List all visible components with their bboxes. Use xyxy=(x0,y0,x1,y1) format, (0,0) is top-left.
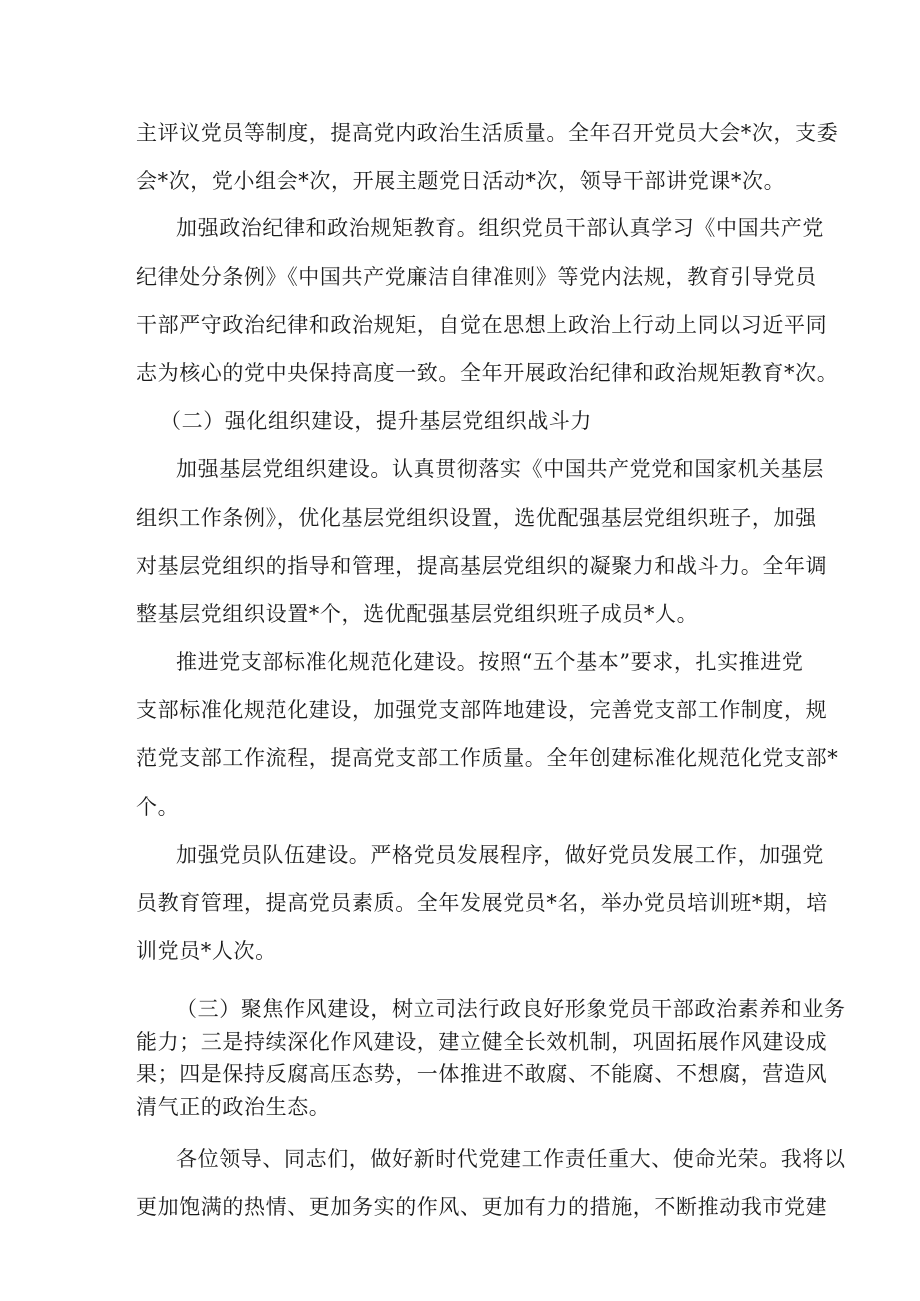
paragraph-line: 推进党支部标准化规范化建设。按照“五个基本”要求，扎实推进党 xyxy=(176,650,804,674)
paragraph-line: 果；四是保持反腐高压态势，一体推进不敢腐、不能腐、不想腐，营造风 xyxy=(136,1062,828,1086)
paragraph-line: 员教育管理，提高党员素质。全年发展党员*名，举办党员培训班*期，培 xyxy=(136,891,828,915)
paragraph-line: 加强政治纪律和政治规矩教育。组织党员干部认真学习《中国共产党 xyxy=(176,216,824,240)
section-heading: （二）强化组织建设，提升基层党组织战斗力 xyxy=(160,409,592,433)
paragraph-line: 更加饱满的热情、更加务实的作风、更加有力的措施，不断推动我市党建 xyxy=(136,1195,828,1219)
paragraph-line: 组织工作条例》，优化基层党组织设置，选优配强基层党组织班子，加强 xyxy=(136,506,817,530)
paragraph-line: 训党员*人次。 xyxy=(136,939,277,963)
paragraph-line: 范党支部工作流程，提高党支部工作质量。全年创建标准化规范化党支部* xyxy=(136,746,839,770)
paragraph-line: 清气正的政治生态。 xyxy=(136,1095,331,1119)
paragraph-line: 个。 xyxy=(136,795,180,819)
paragraph-line: 加强党员队伍建设。严格党员发展程序，做好党员发展工作，加强党 xyxy=(176,843,824,867)
paragraph-line: 主评议党员等制度，提高党内政治生活质量。全年召开党员大会*次，支委 xyxy=(136,121,839,145)
paragraph-line: 各位领导、同志们，做好新时代党建工作责任重大、使命光荣。我将以 xyxy=(176,1147,846,1171)
paragraph-line: 支部标准化规范化建设，加强党支部阵地建设，完善党支部工作制度，规 xyxy=(136,698,828,722)
paragraph-line: 纪律处分条例》《中国共产党廉洁自律准则》等党内法规，教育引导党员 xyxy=(136,265,817,289)
paragraph-line: 加强基层党组织建设。认真贯彻落实《中国共产党党和国家机关基层 xyxy=(176,457,824,481)
paragraph-line: 对基层党组织的指导和管理，提高基层党组织的凝聚力和战斗力。全年调 xyxy=(136,554,828,578)
paragraph-line: 能力；三是持续深化作风建设，建立健全长效机制，巩固拓展作风建设成 xyxy=(136,1030,828,1054)
paragraph-line: 志为核心的党中央保持高度一致。全年开展政治纪律和政治规矩教育*次。 xyxy=(136,361,839,385)
paragraph-line: 整基层党组织设置*个，选优配强基层党组织班子成员*人。 xyxy=(136,602,699,626)
paragraph-line: 干部严守政治纪律和政治规矩，自觉在思想上政治上行动上同以习近平同 xyxy=(136,313,828,337)
section-heading: （三）聚焦作风建设，树立司法行政良好形象党员干部政治素养和业务 xyxy=(176,997,846,1021)
paragraph-line: 会*次，党小组会*次，开展主题党日活动*次，领导干部讲党课*次。 xyxy=(136,169,786,193)
